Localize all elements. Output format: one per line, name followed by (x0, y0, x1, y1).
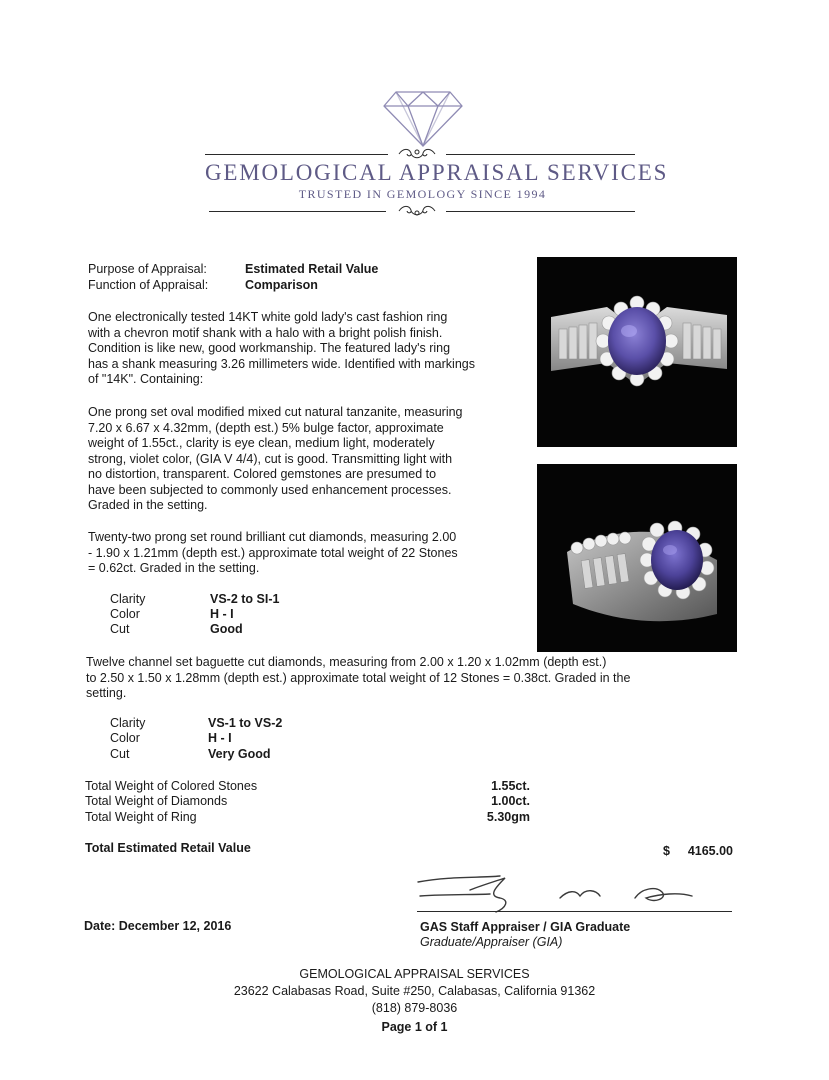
text-line: Condition is like new, good workmanship. The featured lady's ring (88, 341, 451, 355)
page-number: Page 1 of 1 (381, 1020, 448, 1034)
grade-value-cut: Very Good (208, 747, 271, 761)
grade-value-color: H - I (208, 731, 232, 745)
total-colored-label: Total Weight of Colored Stones (85, 779, 258, 793)
header-rule-bottom-right (446, 211, 635, 212)
text-line: - 1.90 x 1.21mm (depth est.) approximate total weight of 22 Stones (88, 545, 458, 560)
scroll-flourish-icon (397, 147, 437, 161)
retail-currency: $ (663, 844, 670, 858)
tanzanite-description (88, 405, 463, 514)
baguette-diamonds-description (86, 655, 630, 702)
diamond-logo-icon (382, 88, 464, 148)
purpose-value: Estimated Retail Value (245, 262, 379, 276)
function-label: Function of Appraisal: (88, 278, 209, 292)
signer-title: GAS Staff Appraiser / GIA Graduate (420, 920, 631, 934)
text-line: 7.20 x 6.67 x 4.32mm, (depth est.) 5% bulge factor, approximate (88, 420, 444, 435)
ring-photo-angle (537, 464, 737, 652)
signature-image (410, 868, 710, 916)
grade-label-cut: Cut (110, 622, 130, 636)
text-line: setting. (86, 686, 127, 700)
grade-label-clarity: Clarity (110, 716, 146, 730)
ring-photo-front (537, 257, 737, 447)
ring-description (88, 310, 475, 388)
total-ring-label: Total Weight of Ring (85, 810, 197, 824)
total-diamonds-label: Total Weight of Diamonds (85, 794, 228, 808)
scroll-flourish-icon (397, 204, 437, 218)
company-tagline: TRUSTED IN GEMOLOGY SINCE 1994 (298, 187, 547, 201)
retail-value-label: Total Estimated Retail Value (85, 841, 251, 855)
text-line: strong, violet color, (GIA V 4/4), cut is good. Transmitting light with (88, 451, 453, 466)
text-line: Twenty-two prong set round brilliant cut diamonds, measuring 2.00 (88, 530, 457, 544)
text-line: with a chevron motif shank with a halo with a bright polish finish. (88, 325, 443, 340)
text-line: = 0.62ct. Graded in the setting. (88, 561, 260, 575)
text-line: to 2.50 x 1.50 x 1.28mm (depth est.) approximate total weight of 12 Stones = 0.38ct. Graded in the (86, 670, 631, 685)
grade-label-cut: Cut (110, 747, 130, 761)
grade-value-clarity: VS-2 to SI-1 (210, 592, 280, 606)
grade-label-clarity: Clarity (110, 592, 146, 606)
footer-address: 23622 Calabasas Road, Suite #250, Calabasas, California 91362 (233, 984, 596, 998)
footer-company: GEMOLOGICAL APPRAISAL SERVICES (299, 967, 530, 981)
appraisal-date: Date: December 12, 2016 (84, 919, 232, 933)
grade-value-clarity: VS-1 to VS-2 (208, 716, 283, 730)
grade-label-color: Color (110, 731, 140, 745)
grade-value-color: H - I (210, 607, 234, 621)
text-line: One electronically tested 14KT white gold lady's cast fashion ring (88, 310, 448, 324)
function-value: Comparison (245, 278, 318, 292)
header-rule-top-left (205, 154, 388, 155)
text-line: of "14K". Containing: (88, 372, 204, 386)
footer-phone: (818) 879-8036 (371, 1001, 458, 1015)
text-line: have been subjected to commonly used enhancement processes. (88, 482, 452, 497)
company-title: GEMOLOGICAL APPRAISAL SERVICES (205, 160, 669, 185)
text-line: has a shank measuring 3.26 millimeters wide. Identified with markings (88, 356, 475, 371)
text-line: Graded in the setting. (88, 498, 208, 512)
purpose-label: Purpose of Appraisal: (88, 262, 207, 276)
retail-amount: 4165.00 (687, 844, 733, 858)
text-line: Twelve channel set baguette cut diamonds, measuring from 2.00 x 1.20 x 1.02mm (depth est.) (86, 655, 607, 669)
grade-value-cut: Good (210, 622, 243, 636)
header-rule-bottom-left (209, 211, 386, 212)
text-line: One prong set oval modified mixed cut natural tanzanite, measuring (88, 405, 463, 419)
text-line: no distortion, transparent. Colored gemstones are presumed to (88, 467, 437, 481)
signature-line (417, 911, 732, 912)
signer-subtitle: Graduate/Appraiser (GIA) (420, 935, 563, 949)
grade-label-color: Color (110, 607, 140, 621)
total-diamonds-value: 1.00ct. (491, 794, 530, 808)
total-colored-value: 1.55ct. (491, 779, 530, 793)
round-diamonds-description (88, 530, 458, 577)
text-line: weight of 1.55ct., clarity is eye clean, medium light, moderately (88, 436, 435, 450)
header-rule-top-right (446, 154, 635, 155)
total-ring-value: 5.30gm (486, 810, 530, 824)
